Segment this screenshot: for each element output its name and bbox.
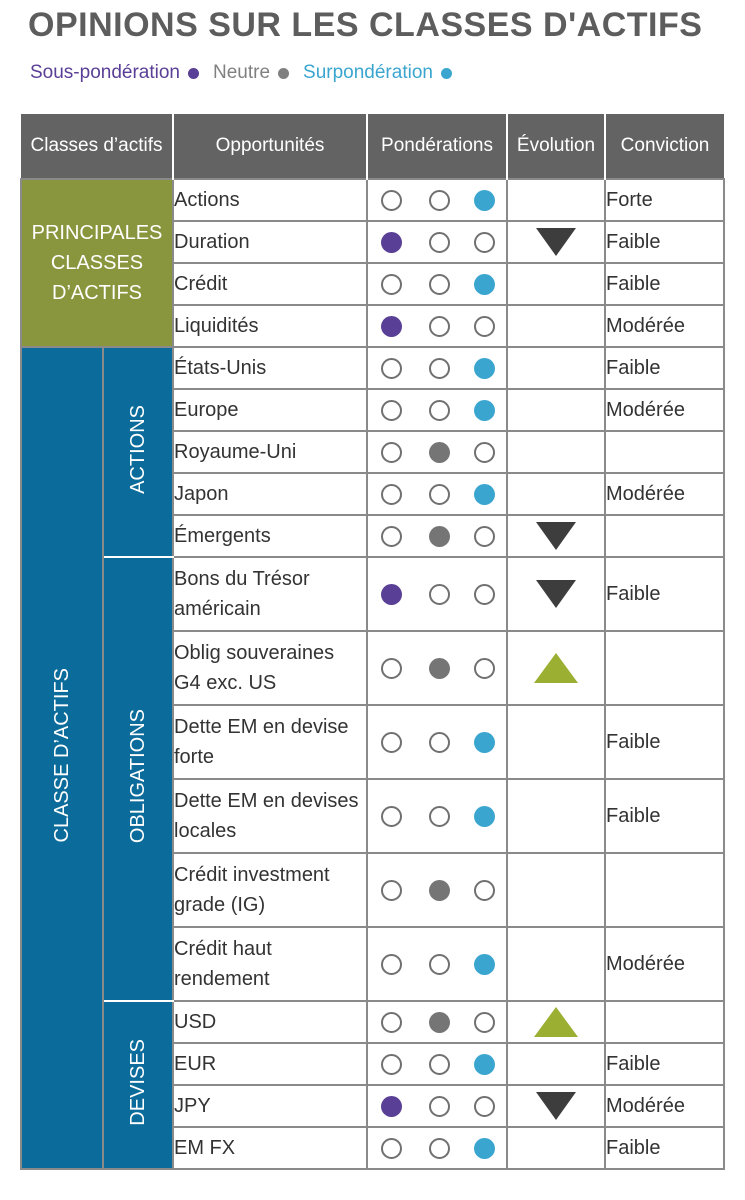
legend (30, 62, 466, 84)
group-principales-label: PRINCIPALES CLASSES D’ACTIFS (31, 222, 163, 304)
opportunity-label: EM FX (173, 1127, 367, 1169)
weight-cell (463, 1001, 507, 1043)
evolution-cell (507, 431, 605, 473)
filled-grey-circle-icon (429, 880, 450, 901)
weight-cell (415, 853, 463, 927)
legend-label: Surpondération (303, 62, 433, 83)
conviction-label: Faible (605, 1043, 724, 1085)
legend-item-underweight (30, 62, 199, 84)
weight-cell (463, 389, 507, 431)
empty-circle-icon (381, 658, 402, 679)
weight-cell (463, 705, 507, 779)
weight-cell (415, 473, 463, 515)
weight-cell (367, 431, 415, 473)
filled-blue-circle-icon (474, 954, 495, 975)
empty-circle-icon (474, 1096, 495, 1117)
evolution-cell (507, 515, 605, 557)
weight-cell (415, 779, 463, 853)
filled-blue-circle-icon (474, 400, 495, 421)
opportunity-label: Europe (173, 389, 367, 431)
evolution-cell (507, 1085, 605, 1127)
empty-circle-icon (381, 442, 402, 463)
opportunity-label: Oblig souveraines G4 exc. US (173, 631, 367, 705)
weight-cell (415, 1043, 463, 1085)
subgroup-devises (103, 1001, 173, 1169)
legend-item-neutral (213, 62, 289, 84)
group-classe-actifs-label: CLASSE D’ACTIFS (50, 667, 73, 843)
subgroup-obligations (103, 557, 173, 1001)
conviction-label (605, 1001, 724, 1043)
weight-cell (367, 389, 415, 431)
empty-circle-icon (474, 442, 495, 463)
weight-cell (415, 1085, 463, 1127)
filled-grey-circle-icon (429, 442, 450, 463)
empty-circle-icon (474, 584, 495, 605)
evolution-cell (507, 263, 605, 305)
empty-circle-icon (381, 190, 402, 211)
opportunity-label: JPY (173, 1085, 367, 1127)
group-classe-actifs (21, 347, 103, 1169)
table-header (21, 114, 724, 179)
opportunity-label: USD (173, 1001, 367, 1043)
header-classes: Classes d’actifs (21, 114, 173, 179)
conviction-label (605, 431, 724, 473)
empty-circle-icon (381, 806, 402, 827)
asset-class-table (20, 114, 725, 1170)
conviction-label: Faible (605, 779, 724, 853)
weight-cell (463, 1043, 507, 1085)
evolution-cell (507, 631, 605, 705)
weight-cell (367, 305, 415, 347)
opportunity-label: Émergents (173, 515, 367, 557)
opportunity-label: Dette EM en devises locales (173, 779, 367, 853)
evolution-cell (507, 557, 605, 631)
down-triangle-icon (536, 1092, 576, 1120)
filled-purple-circle-icon (381, 1096, 402, 1117)
weight-cell (367, 221, 415, 263)
legend-label: Sous-pondération (30, 62, 180, 83)
empty-circle-icon (381, 732, 402, 753)
empty-circle-icon (381, 274, 402, 295)
weight-cell (415, 179, 463, 221)
weight-cell (415, 1001, 463, 1043)
opportunity-label: Duration (173, 221, 367, 263)
evolution-cell (507, 305, 605, 347)
opportunity-label: Dette EM en devise forte (173, 705, 367, 779)
weight-cell (463, 631, 507, 705)
empty-circle-icon (381, 484, 402, 505)
empty-circle-icon (381, 526, 402, 547)
empty-circle-icon (381, 1054, 402, 1075)
weight-cell (415, 347, 463, 389)
filled-blue-circle-icon (474, 358, 495, 379)
weight-cell (415, 631, 463, 705)
empty-circle-icon (474, 1012, 495, 1033)
legend-label: Neutre (213, 62, 271, 83)
up-triangle-icon (534, 653, 578, 683)
opportunity-label: Crédit investment grade (IG) (173, 853, 367, 927)
conviction-label: Modérée (605, 1085, 724, 1127)
down-triangle-icon (536, 228, 576, 256)
weight-cell (463, 853, 507, 927)
empty-circle-icon (381, 1138, 402, 1159)
table-row (21, 557, 724, 631)
empty-circle-icon (429, 400, 450, 421)
weight-cell (367, 927, 415, 1001)
empty-circle-icon (429, 232, 450, 253)
down-triangle-icon (536, 522, 576, 550)
evolution-cell (507, 927, 605, 1001)
empty-circle-icon (429, 1054, 450, 1075)
weight-cell (415, 305, 463, 347)
conviction-label (605, 515, 724, 557)
legend-dot-icon (188, 68, 199, 79)
weight-cell (415, 221, 463, 263)
weight-cell (463, 473, 507, 515)
weight-cell (367, 179, 415, 221)
conviction-label: Modérée (605, 305, 724, 347)
weight-cell (367, 631, 415, 705)
empty-circle-icon (474, 316, 495, 337)
conviction-label (605, 853, 724, 927)
conviction-label: Modérée (605, 389, 724, 431)
empty-circle-icon (474, 526, 495, 547)
evolution-cell (507, 705, 605, 779)
evolution-cell (507, 473, 605, 515)
weight-cell (367, 1043, 415, 1085)
group-principales (21, 179, 173, 347)
filled-blue-circle-icon (474, 484, 495, 505)
empty-circle-icon (429, 732, 450, 753)
opportunity-label: Actions (173, 179, 367, 221)
subgroup-devises-label: DEVISES (126, 1038, 149, 1126)
evolution-cell (507, 347, 605, 389)
empty-circle-icon (474, 880, 495, 901)
weight-cell (367, 779, 415, 853)
weight-cell (463, 347, 507, 389)
evolution-cell (507, 779, 605, 853)
empty-circle-icon (429, 274, 450, 295)
empty-circle-icon (474, 658, 495, 679)
header-conviction: Conviction (605, 114, 724, 179)
weight-cell (463, 221, 507, 263)
subgroup-actions (103, 347, 173, 557)
weight-cell (367, 473, 415, 515)
empty-circle-icon (381, 954, 402, 975)
empty-circle-icon (429, 190, 450, 211)
weight-cell (415, 927, 463, 1001)
conviction-label: Faible (605, 557, 724, 631)
filled-grey-circle-icon (429, 658, 450, 679)
empty-circle-icon (474, 232, 495, 253)
up-triangle-icon (534, 1007, 578, 1037)
opportunity-label: EUR (173, 1043, 367, 1085)
filled-blue-circle-icon (474, 1054, 495, 1075)
empty-circle-icon (381, 358, 402, 379)
opportunity-label: Japon (173, 473, 367, 515)
header-opportunites: Opportunités (173, 114, 367, 179)
weight-cell (415, 389, 463, 431)
weight-cell (463, 779, 507, 853)
empty-circle-icon (429, 1096, 450, 1117)
conviction-label: Faible (605, 221, 724, 263)
weight-cell (463, 179, 507, 221)
conviction-label (605, 631, 724, 705)
legend-item-overweight (303, 62, 452, 84)
table-row (21, 1001, 724, 1043)
conviction-label: Faible (605, 347, 724, 389)
filled-blue-circle-icon (474, 732, 495, 753)
filled-grey-circle-icon (429, 526, 450, 547)
conviction-label: Faible (605, 705, 724, 779)
opportunity-label: États-Unis (173, 347, 367, 389)
opportunity-label: Crédit haut rendement (173, 927, 367, 1001)
filled-grey-circle-icon (429, 1012, 450, 1033)
weight-cell (367, 263, 415, 305)
filled-blue-circle-icon (474, 190, 495, 211)
weight-cell (463, 557, 507, 631)
weight-cell (415, 557, 463, 631)
conviction-label: Modérée (605, 927, 724, 1001)
evolution-cell (507, 389, 605, 431)
conviction-label: Forte (605, 179, 724, 221)
evolution-cell (507, 1001, 605, 1043)
empty-circle-icon (429, 806, 450, 827)
filled-blue-circle-icon (474, 1138, 495, 1159)
weight-cell (415, 515, 463, 557)
legend-dot-icon (441, 68, 452, 79)
weight-cell (367, 853, 415, 927)
table-row (21, 347, 724, 389)
filled-blue-circle-icon (474, 274, 495, 295)
weight-cell (463, 305, 507, 347)
weight-cell (415, 431, 463, 473)
filled-purple-circle-icon (381, 584, 402, 605)
weight-cell (367, 1001, 415, 1043)
evolution-cell (507, 221, 605, 263)
weight-cell (463, 1127, 507, 1169)
evolution-cell (507, 179, 605, 221)
legend-dot-icon (278, 68, 289, 79)
down-triangle-icon (536, 580, 576, 608)
evolution-cell (507, 1043, 605, 1085)
empty-circle-icon (381, 400, 402, 421)
empty-circle-icon (429, 316, 450, 337)
weight-cell (415, 263, 463, 305)
page-title: OPINIONS SUR LES CLASSES D'ACTIFS (28, 6, 703, 44)
filled-blue-circle-icon (474, 806, 495, 827)
weight-cell (415, 1127, 463, 1169)
subgroup-actions-label: ACTIONS (126, 404, 149, 494)
weight-cell (463, 263, 507, 305)
weight-cell (367, 1127, 415, 1169)
empty-circle-icon (381, 1012, 402, 1033)
empty-circle-icon (429, 1138, 450, 1159)
weight-cell (415, 705, 463, 779)
subgroup-obligations-label: OBLIGATIONS (126, 708, 149, 844)
evolution-cell (507, 853, 605, 927)
weight-cell (463, 1085, 507, 1127)
weight-cell (367, 347, 415, 389)
filled-purple-circle-icon (381, 232, 402, 253)
empty-circle-icon (429, 954, 450, 975)
header-ponderations: Pondérations (367, 114, 507, 179)
weight-cell (367, 705, 415, 779)
weight-cell (463, 431, 507, 473)
weight-cell (463, 927, 507, 1001)
opportunity-label: Liquidités (173, 305, 367, 347)
evolution-cell (507, 1127, 605, 1169)
header-evolution: Évolution (507, 114, 605, 179)
empty-circle-icon (429, 584, 450, 605)
conviction-label: Modérée (605, 473, 724, 515)
table-row (21, 179, 724, 221)
empty-circle-icon (429, 484, 450, 505)
weight-cell (463, 515, 507, 557)
weight-cell (367, 557, 415, 631)
weight-cell (367, 1085, 415, 1127)
weight-cell (367, 515, 415, 557)
filled-purple-circle-icon (381, 316, 402, 337)
empty-circle-icon (381, 880, 402, 901)
opportunity-label: Bons du Trésor américain (173, 557, 367, 631)
opportunity-label: Royaume-Uni (173, 431, 367, 473)
opportunity-label: Crédit (173, 263, 367, 305)
conviction-label: Faible (605, 263, 724, 305)
conviction-label: Faible (605, 1127, 724, 1169)
empty-circle-icon (429, 358, 450, 379)
